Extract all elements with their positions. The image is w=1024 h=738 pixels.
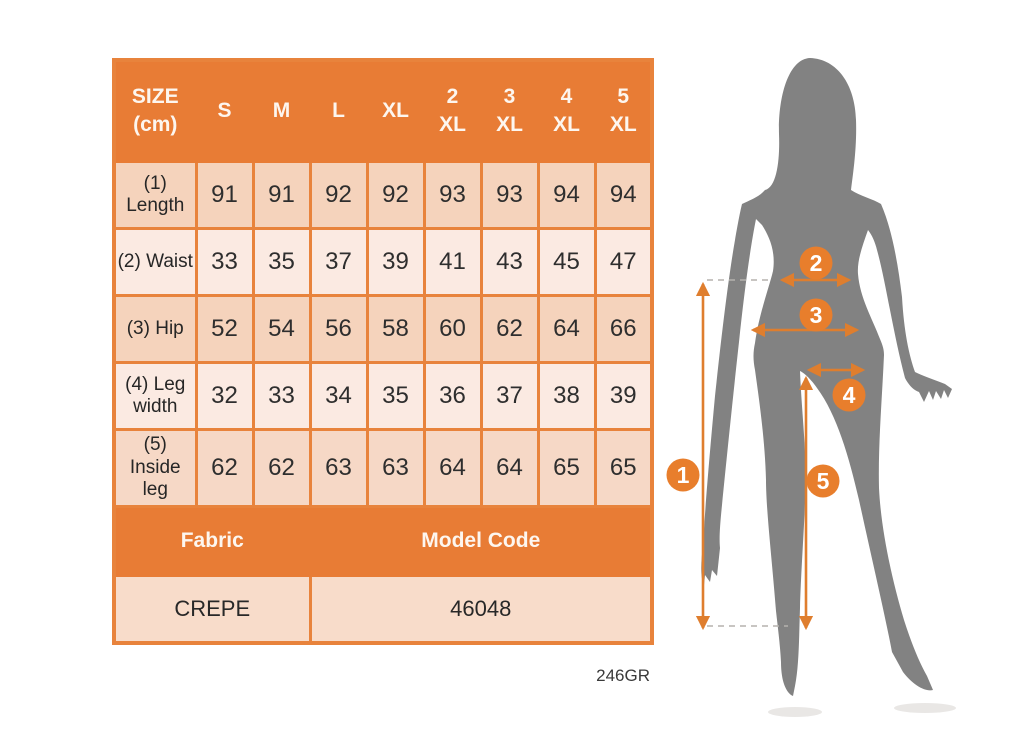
size-column-header-xl: XL: [367, 60, 424, 162]
table-row: [114, 363, 652, 430]
size-table-header: [114, 60, 652, 162]
size-value-cell: 62: [253, 430, 310, 507]
size-value-cell: 39: [367, 229, 424, 296]
size-value-cell: 92: [310, 162, 367, 229]
row-label: (2) Waist: [114, 229, 196, 296]
size-value-cell: 62: [481, 296, 538, 363]
size-value-cell: 45: [538, 229, 595, 296]
size-table-footer: [114, 507, 652, 644]
size-value-cell: 35: [367, 363, 424, 430]
size-value-cell: 33: [253, 363, 310, 430]
table-row: [114, 162, 652, 229]
size-column-header-5xl: 5 XL: [595, 60, 652, 162]
size-value-cell: 43: [481, 229, 538, 296]
size-column-header-m: M: [253, 60, 310, 162]
size-value-cell: 92: [367, 162, 424, 229]
header-row: [114, 60, 652, 162]
size-column-header-2xl: 2 XL: [424, 60, 481, 162]
fabric-header-cell: Fabric: [114, 507, 310, 576]
size-value-cell: 41: [424, 229, 481, 296]
model-code-value-cell: 46048: [310, 576, 652, 644]
marker-number: 5: [816, 468, 830, 494]
measure-marker-2: [800, 247, 833, 280]
size-column-header-4xl: 4 XL: [538, 60, 595, 162]
size-value-cell: 63: [367, 430, 424, 507]
size-value-cell: 37: [310, 229, 367, 296]
size-column-header-s: S: [196, 60, 253, 162]
fabric-value-cell: CREPE: [114, 576, 310, 644]
table-row: [114, 430, 652, 507]
marker-number: 2: [809, 250, 823, 276]
size-value-cell: 93: [424, 162, 481, 229]
size-value-cell: 52: [196, 296, 253, 363]
size-value-cell: 65: [595, 430, 652, 507]
size-value-cell: 91: [253, 162, 310, 229]
table-row: [114, 296, 652, 363]
size-value-cell: 35: [253, 229, 310, 296]
marker-number: 1: [676, 462, 690, 488]
marker-number: 4: [842, 382, 856, 408]
size-value-cell: 64: [538, 296, 595, 363]
size-value-cell: 33: [196, 229, 253, 296]
right-foot-shadow: [894, 703, 956, 713]
size-table: [112, 58, 654, 645]
size-value-cell: 94: [538, 162, 595, 229]
size-value-cell: 54: [253, 296, 310, 363]
size-value-cell: 94: [595, 162, 652, 229]
row-label: (3) Hip: [114, 296, 196, 363]
size-unit-header-cell: [114, 60, 196, 162]
size-value-cell: 63: [310, 430, 367, 507]
measure-marker-1: [667, 459, 700, 492]
measurement-figure: [645, 40, 985, 720]
size-value-cell: 47: [595, 229, 652, 296]
size-value-cell: 66: [595, 296, 652, 363]
size-column-header-3xl: 3 XL: [481, 60, 538, 162]
footer-header-row: [114, 507, 652, 576]
row-label: (1) Length: [114, 162, 196, 229]
measure-marker-4: [833, 379, 866, 412]
size-value-cell: 39: [595, 363, 652, 430]
table-row: [114, 229, 652, 296]
size-value-cell: 37: [481, 363, 538, 430]
body-silhouette: [701, 58, 952, 696]
row-label: (4) Leg width: [114, 363, 196, 430]
footer-value-row: [114, 576, 652, 644]
row-label: (5) Inside leg: [114, 430, 196, 507]
size-column-header-l: L: [310, 60, 367, 162]
size-value-cell: 56: [310, 296, 367, 363]
size-table-body: [114, 162, 652, 507]
size-value-cell: 36: [424, 363, 481, 430]
measure-marker-3: [800, 299, 833, 332]
size-label-line2: (cm): [133, 113, 178, 136]
size-label-line1: SIZE: [131, 85, 179, 109]
left-foot-shadow: [768, 707, 822, 717]
size-value-cell: 58: [367, 296, 424, 363]
size-value-cell: 38: [538, 363, 595, 430]
size-value-cell: 64: [481, 430, 538, 507]
size-value-cell: 62: [196, 430, 253, 507]
size-value-cell: 93: [481, 162, 538, 229]
size-value-cell: 91: [196, 162, 253, 229]
size-value-cell: 34: [310, 363, 367, 430]
size-value-cell: 65: [538, 430, 595, 507]
product-code-note: 246GR: [596, 666, 650, 685]
size-value-cell: 64: [424, 430, 481, 507]
measure-marker-5: [807, 465, 840, 498]
model-code-header-cell: Model Code: [310, 507, 652, 576]
size-value-cell: 32: [196, 363, 253, 430]
size-value-cell: 60: [424, 296, 481, 363]
marker-number: 3: [809, 302, 823, 328]
